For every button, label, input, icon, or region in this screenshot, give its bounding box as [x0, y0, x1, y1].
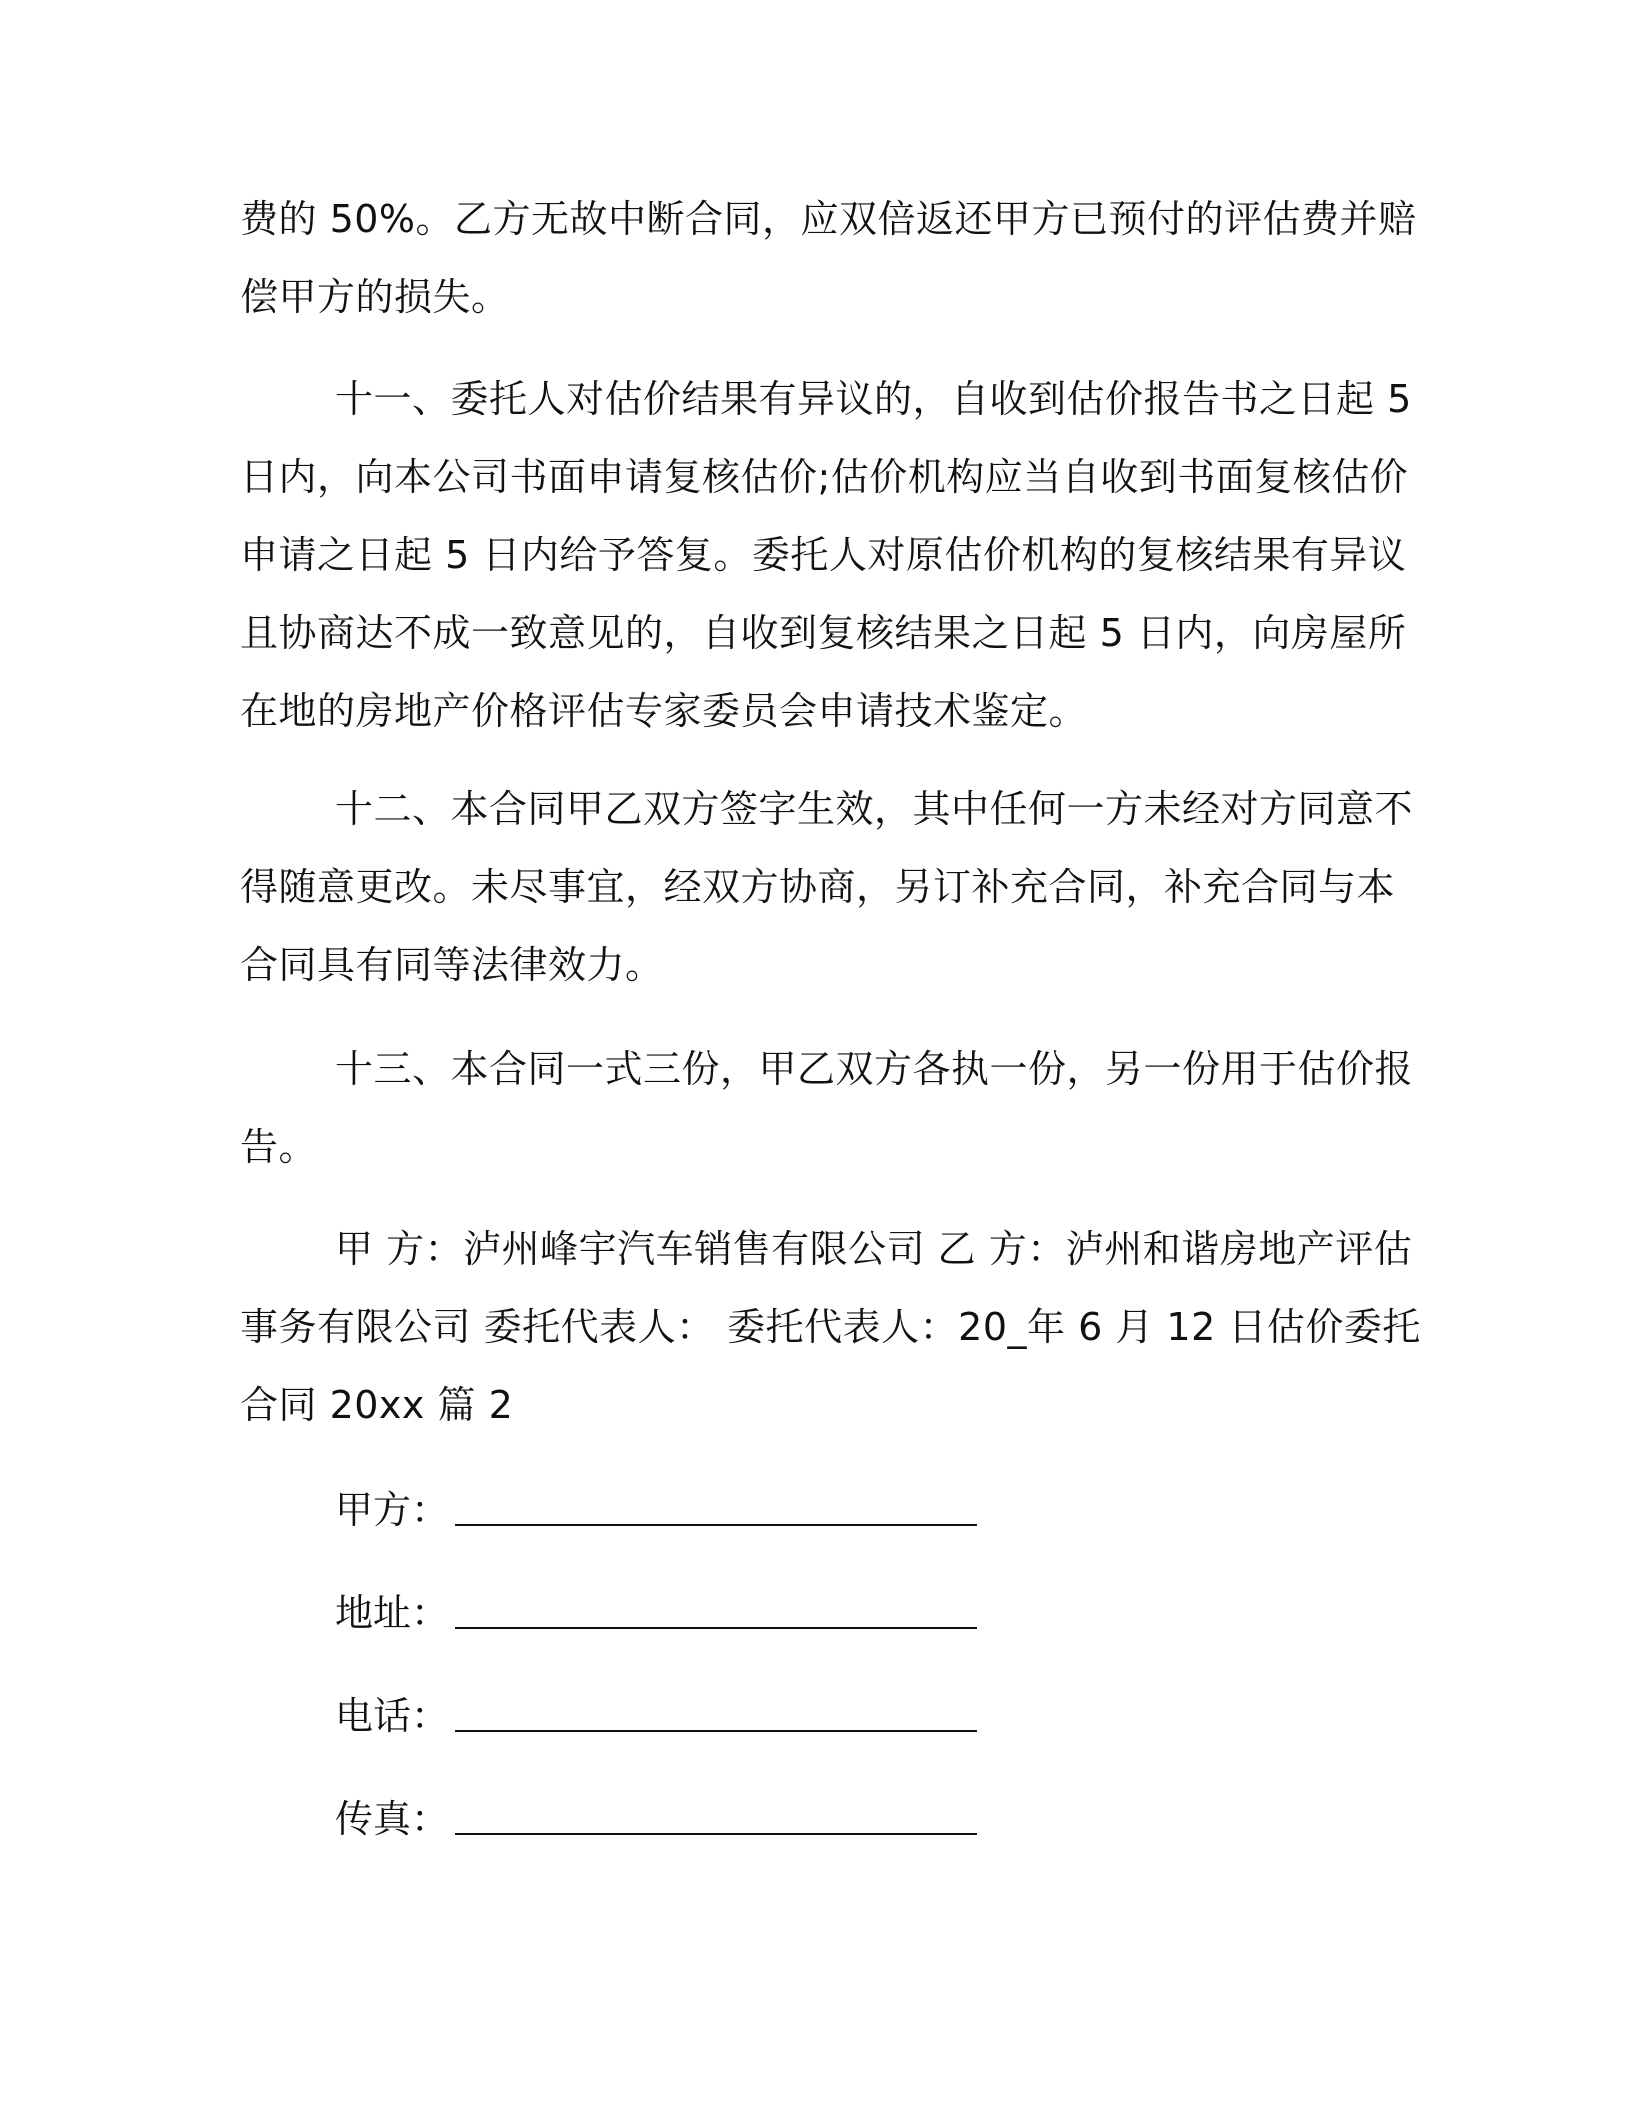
paragraph-payment-breach [240, 180, 1417, 336]
paragraph-clause-13 [240, 1030, 1414, 1186]
field-label: 甲方： [335, 1488, 450, 1532]
field-address [335, 1583, 977, 1643]
paragraph-clause-11 [240, 360, 1412, 750]
fill-in-blank [455, 1490, 977, 1526]
field-phone [335, 1686, 977, 1746]
field-party-a [335, 1480, 977, 1540]
text-line: 申请之日起 5 日内给予答复。委托人对原估价机构的复核结果有异议 [240, 533, 1407, 577]
field-label: 电话： [335, 1694, 450, 1738]
text-line: 日内，向本公司书面申请复核估价;估价机构应当自收到书面复核估价 [240, 455, 1409, 499]
fill-in-blank [455, 1799, 977, 1835]
paragraph-signatories [240, 1210, 1421, 1444]
text-line: 甲 方：泸州峰宇汽车销售有限公司 乙 方：泸州和谐房地产评估 [335, 1227, 1413, 1271]
text-line: 十三、本合同一式三份，甲乙双方各执一份，另一份用于估价报 [335, 1047, 1414, 1091]
text-line: 事务有限公司 委托代表人： 委托代表人：20_年 6 月 12 日估价委托 [240, 1305, 1421, 1349]
text-line: 十一、委托人对估价结果有异议的，自收到估价报告书之日起 5 [335, 377, 1412, 421]
text-line: 费的 50%。乙方无故中断合同，应双倍返还甲方已预付的评估费并赔 [240, 197, 1417, 241]
field-label: 传真： [335, 1797, 450, 1841]
field-fax [335, 1789, 977, 1849]
text-line: 合同 20xx 篇 2 [240, 1383, 514, 1427]
text-line: 告。 [240, 1125, 318, 1169]
text-line: 合同具有同等法律效力。 [240, 943, 664, 987]
text-line: 且协商达不成一致意见的，自收到复核结果之日起 5 日内，向房屋所 [240, 611, 1407, 655]
field-label: 地址： [335, 1591, 450, 1635]
fill-in-blank [455, 1593, 977, 1629]
text-line: 得随意更改。未尽事宜，经双方协商，另订补充合同，补充合同与本 [240, 865, 1396, 909]
fill-in-blank [455, 1696, 977, 1732]
text-line: 在地的房地产价格评估专家委员会申请技术鉴定。 [240, 689, 1088, 733]
text-line: 偿甲方的损失。 [240, 275, 510, 319]
paragraph-clause-12 [240, 770, 1414, 1004]
text-line: 十二、本合同甲乙双方签字生效，其中任何一方未经对方同意不 [335, 787, 1414, 831]
